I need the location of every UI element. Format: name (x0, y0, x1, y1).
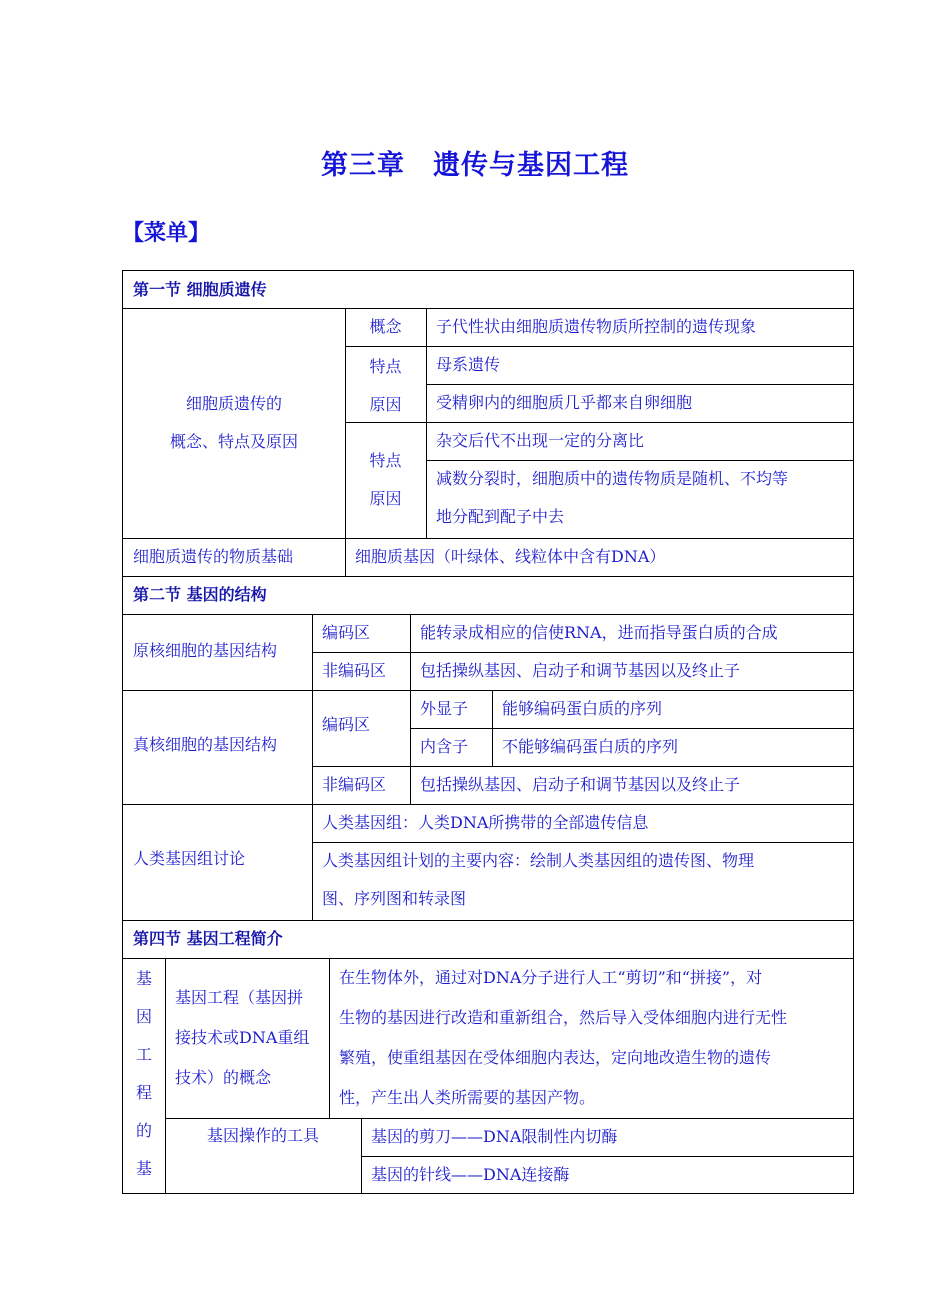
s4-tool-scissors (361, 1118, 854, 1157)
s4-tool-ligase (361, 1156, 854, 1194)
s1-left-line-1: 细胞质遗传的 (185, 394, 282, 413)
exon-value-text: 能够编码蛋白质的序列 (502, 699, 663, 718)
coding-value-text: 能转录成相应的信使RNA，进而指导蛋白质的合成 (420, 623, 778, 642)
section-4-header (122, 920, 854, 959)
s2-genome-project (312, 842, 854, 921)
s2-intron-value (492, 728, 854, 767)
prokaryote-text: 原核细胞的基因结构 (133, 641, 278, 660)
noncoding-value-2-text: 包括操纵基因、启动子和调节基因以及终止子 (420, 775, 741, 794)
concept-label-line-3: 技术）的概念 (175, 1068, 272, 1087)
s1-left-cell (122, 308, 346, 539)
s1-egg-cytoplasm (426, 384, 854, 423)
genome-project-line-2: 图、序列图和转录图 (322, 889, 467, 908)
egg-cytoplasm-text: 受精卵内的细胞质几乎都来自卵细胞 (436, 393, 693, 412)
noncoding-label-2-text: 非编码区 (322, 775, 387, 794)
section-4-title: 第四节 基因工程简介 (133, 929, 283, 948)
section-2-title: 第二节 基因的结构 (133, 585, 267, 604)
noncoding-value-text: 包括操纵基因、启动子和调节基因以及终止子 (420, 661, 741, 680)
s1-maternal (426, 346, 854, 385)
vchar-5: 的 (135, 1121, 152, 1140)
genome-def-text: 人类基因组：人类DNA所携带的全部遗传信息 (322, 813, 649, 832)
no-ratio-text: 杂交后代不出现一定的分离比 (436, 431, 645, 450)
genome-label-text: 人类基因组讨论 (133, 849, 246, 868)
s2-exon-label (410, 690, 493, 729)
section-1-title: 第一节 细胞质遗传 (133, 280, 267, 299)
s2-noncoding-label-2 (312, 766, 411, 805)
genome-project-line-1: 人类基因组计划的主要内容：绘制人类基因组的遗传图、物理 (322, 851, 755, 870)
concept-value-line-1: 在生物体外，通过对DNA分子进行人工“剪切”和“拼接”，对 (339, 968, 763, 987)
s4-concept-label (165, 958, 330, 1119)
s2-exon-value (492, 690, 854, 729)
s2-eukaryote-label (122, 690, 313, 805)
section-1-header (122, 270, 854, 309)
s2-noncoding-value-2 (410, 766, 854, 805)
feature-label: 特点 (369, 357, 402, 376)
s4-concept-value (329, 958, 854, 1119)
page-title: 第三章 遗传与基因工程 (321, 150, 629, 181)
concept-label-text: 概念 (369, 317, 402, 336)
concept-value-line-3: 繁殖，使重组基因在受体细胞内表达，定向地改造生物的遗传 (339, 1048, 772, 1067)
s2-prokaryote-label (122, 614, 313, 691)
concept-label-line-2: 接技术或DNA重组 (175, 1028, 310, 1047)
s1-feature-reason-label-1 (345, 346, 427, 423)
s4-tools-label (165, 1118, 362, 1194)
intron-label-text: 内含子 (420, 737, 469, 756)
s2-coding-label (312, 614, 411, 653)
vchar-2: 因 (135, 1007, 152, 1026)
menu-heading: 【菜单】 (122, 221, 211, 246)
s2-noncoding-label (312, 652, 411, 691)
s1-no-ratio (426, 422, 854, 461)
vchar-4: 程 (135, 1083, 152, 1102)
s2-coding-label-2 (312, 690, 411, 767)
concept-value-text: 子代性状由细胞质遗传物质所控制的遗传现象 (436, 317, 757, 336)
concept-value-line-2: 生物的基因进行改造和重新组合，然后导入受体细胞内进行无性 (339, 1008, 788, 1027)
s1-meiosis (426, 460, 854, 539)
feature-label-2: 特点 (369, 451, 402, 470)
tool-scissors-text: 基因的剪刀——DNA限制性内切酶 (371, 1127, 618, 1146)
eukaryote-text: 真核细胞的基因结构 (133, 735, 278, 754)
vchar-6: 基 (135, 1159, 152, 1178)
reason-label: 原因 (369, 395, 402, 414)
s2-genome-label (122, 804, 313, 921)
concept-value-line-4: 性，产生出人类所需要的基因产物。 (339, 1088, 596, 1107)
s1-left-line-2: 概念、特点及原因 (169, 432, 298, 451)
noncoding-label-text: 非编码区 (322, 661, 387, 680)
exon-label-text: 外显子 (420, 699, 469, 718)
intron-value-text: 不能够编码蛋白质的序列 (502, 737, 679, 756)
s4-vertical-label (122, 958, 166, 1194)
concept-label-line-1: 基因工程（基因拼 (175, 988, 304, 1007)
s1-concept-label (345, 308, 427, 347)
s1-basis-value (345, 538, 854, 577)
reason-label-2: 原因 (369, 489, 402, 508)
basis-value-text: 细胞质基因（叶绿体、线粒体中含有DNA） (355, 547, 666, 566)
s2-intron-label (410, 728, 493, 767)
meiosis-line-2: 地分配到配子中去 (436, 507, 565, 526)
maternal-text: 母系遗传 (436, 355, 501, 374)
tool-ligase-text: 基因的针线——DNA连接酶 (371, 1165, 570, 1184)
s1-concept-value (426, 308, 854, 347)
coding-label-text: 编码区 (322, 623, 371, 642)
s1-feature-reason-label-2 (345, 422, 427, 539)
coding-label-2-text: 编码区 (322, 715, 371, 734)
section-2-header (122, 576, 854, 615)
s2-noncoding-value (410, 652, 854, 691)
vchar-3: 工 (135, 1045, 152, 1064)
tools-label-text: 基因操作的工具 (206, 1126, 319, 1145)
meiosis-line-1: 减数分裂时，细胞质中的遗传物质是随机、不均等 (436, 469, 789, 488)
s2-genome-def (312, 804, 854, 843)
basis-label-text: 细胞质遗传的物质基础 (133, 547, 294, 566)
s1-basis-label (122, 538, 346, 577)
s2-coding-value (410, 614, 854, 653)
vchar-1: 基 (135, 969, 152, 988)
